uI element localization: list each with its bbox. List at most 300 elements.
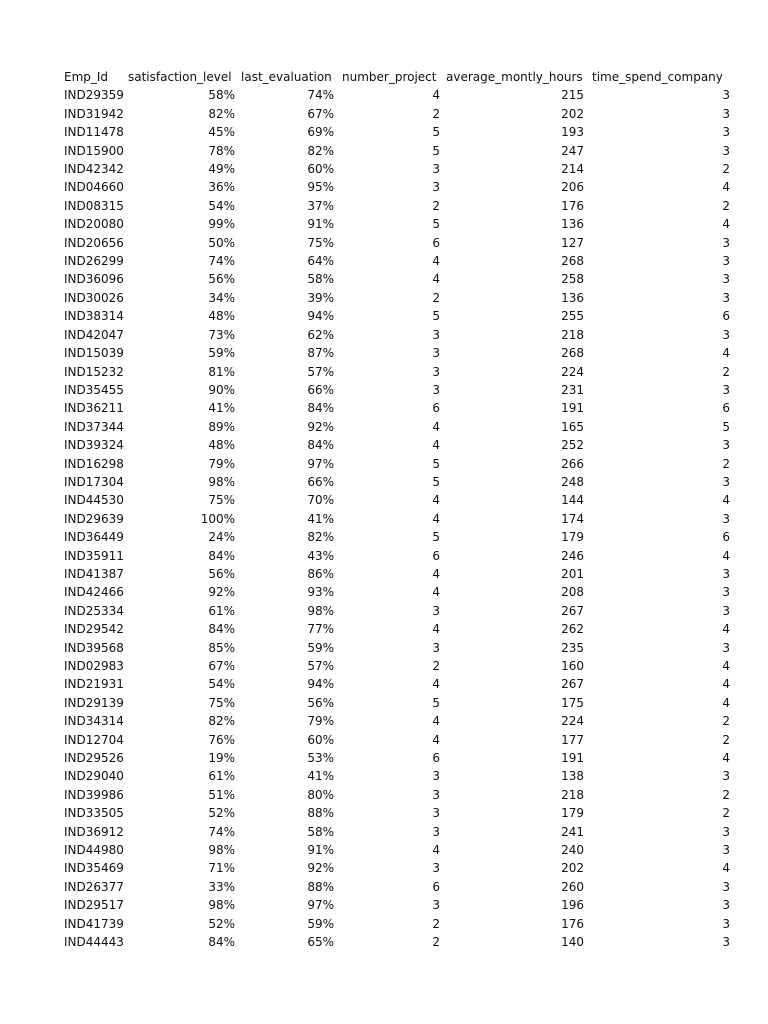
cell-emp-id: IND41387 (64, 566, 124, 581)
cell-time-spend-company: 2 (722, 198, 730, 213)
cell-last-evaluation: 66% (307, 382, 334, 397)
cell-time-spend-company: 2 (722, 162, 730, 177)
cell-satisfaction-level: 59% (208, 346, 235, 361)
header-number-project: number_project (342, 70, 437, 84)
cell-number-project: 4 (432, 254, 440, 269)
table-row (64, 252, 730, 270)
cell-average-montly-hours: 177 (561, 732, 584, 747)
table-row (64, 418, 730, 436)
cell-emp-id: IND35911 (64, 548, 124, 563)
cell-last-evaluation: 57% (307, 659, 334, 673)
table-row (64, 657, 730, 675)
table-row (64, 326, 730, 344)
cell-last-evaluation: 53% (307, 751, 334, 766)
cell-satisfaction-level: 52% (208, 806, 235, 821)
cell-average-montly-hours: 268 (561, 346, 584, 361)
header-row (64, 68, 730, 86)
cell-last-evaluation: 62% (307, 327, 334, 342)
cell-average-montly-hours: 208 (561, 585, 584, 600)
cell-emp-id: IND42466 (64, 585, 124, 600)
cell-last-evaluation: 56% (307, 695, 334, 710)
cell-average-montly-hours: 176 (561, 916, 584, 931)
cell-average-montly-hours: 218 (561, 787, 584, 802)
cell-emp-id: IND26377 (64, 879, 124, 894)
cell-last-evaluation: 97% (307, 456, 334, 471)
cell-number-project: 4 (432, 438, 440, 453)
table-body (64, 86, 730, 951)
cell-time-spend-company: 4 (722, 659, 730, 673)
table-row (64, 528, 730, 546)
table-row (64, 878, 730, 896)
table-row (64, 86, 730, 104)
cell-number-project: 3 (432, 162, 440, 177)
cell-last-evaluation: 82% (307, 143, 334, 158)
cell-number-project: 5 (432, 217, 440, 232)
cell-last-evaluation: 97% (307, 898, 334, 913)
table-row (64, 473, 730, 491)
cell-time-spend-company: 3 (722, 438, 730, 453)
table-row (64, 565, 730, 583)
cell-satisfaction-level: 76% (208, 732, 235, 747)
cell-emp-id: IND12704 (64, 732, 124, 747)
cell-average-montly-hours: 246 (561, 548, 584, 563)
cell-number-project: 3 (432, 787, 440, 802)
table-row (64, 675, 730, 693)
table-row (64, 804, 730, 822)
cell-emp-id: IND20656 (64, 235, 124, 250)
cell-last-evaluation: 67% (307, 106, 334, 121)
cell-average-montly-hours: 214 (561, 162, 584, 177)
header-satisfaction-level: satisfaction_level (128, 70, 232, 84)
cell-satisfaction-level: 56% (208, 566, 235, 581)
cell-satisfaction-level: 58% (208, 88, 235, 103)
table-row (64, 896, 730, 914)
cell-last-evaluation: 87% (307, 346, 334, 361)
cell-number-project: 2 (432, 935, 440, 950)
cell-last-evaluation: 88% (307, 806, 334, 821)
cell-satisfaction-level: 36% (208, 180, 235, 195)
cell-number-project: 4 (432, 714, 440, 729)
cell-time-spend-company: 3 (722, 824, 730, 839)
table-row (64, 142, 730, 160)
cell-emp-id: IND29639 (64, 511, 124, 526)
cell-number-project: 4 (432, 511, 440, 526)
cell-emp-id: IND21931 (64, 677, 124, 692)
cell-emp-id: IND26299 (64, 254, 124, 269)
cell-last-evaluation: 39% (307, 290, 334, 305)
cell-satisfaction-level: 50% (208, 235, 235, 250)
cell-number-project: 4 (432, 677, 440, 692)
cell-number-project: 4 (432, 566, 440, 581)
cell-time-spend-company: 6 (722, 309, 730, 324)
cell-emp-id: IND15232 (64, 364, 124, 379)
cell-satisfaction-level: 75% (208, 695, 235, 710)
cell-time-spend-company: 6 (722, 530, 730, 545)
cell-time-spend-company: 3 (722, 290, 730, 305)
cell-time-spend-company: 3 (722, 143, 730, 158)
table-row (64, 363, 730, 381)
cell-satisfaction-level: 98% (208, 843, 235, 858)
cell-number-project: 2 (432, 106, 440, 121)
cell-emp-id: IND29542 (64, 622, 124, 637)
cell-satisfaction-level: 41% (208, 401, 235, 416)
cell-time-spend-company: 3 (722, 272, 730, 287)
cell-last-evaluation: 79% (307, 714, 334, 729)
cell-emp-id: IND29359 (64, 88, 124, 103)
cell-satisfaction-level: 84% (208, 622, 235, 637)
cell-average-montly-hours: 196 (561, 898, 584, 913)
cell-average-montly-hours: 165 (561, 419, 584, 434)
cell-number-project: 6 (432, 235, 440, 250)
cell-number-project: 5 (432, 474, 440, 489)
cell-time-spend-company: 3 (722, 511, 730, 526)
cell-time-spend-company: 3 (722, 879, 730, 894)
cell-last-evaluation: 95% (307, 180, 334, 195)
cell-number-project: 4 (432, 419, 440, 434)
cell-emp-id: IND37344 (64, 419, 124, 434)
cell-time-spend-company: 3 (722, 898, 730, 913)
cell-satisfaction-level: 99% (208, 217, 235, 232)
table-row (64, 270, 730, 288)
table-row (64, 620, 730, 638)
cell-satisfaction-level: 49% (208, 162, 235, 177)
table-row (64, 823, 730, 841)
cell-time-spend-company: 2 (722, 714, 730, 729)
table-row (64, 436, 730, 454)
cell-number-project: 3 (432, 806, 440, 821)
cell-emp-id: IND02983 (64, 659, 124, 673)
cell-average-montly-hours: 267 (561, 677, 584, 692)
cell-number-project: 5 (432, 695, 440, 710)
cell-average-montly-hours: 160 (561, 659, 584, 673)
cell-average-montly-hours: 138 (561, 769, 584, 784)
cell-satisfaction-level: 71% (208, 861, 235, 876)
cell-emp-id: IND44530 (64, 493, 124, 508)
cell-average-montly-hours: 144 (561, 493, 584, 508)
cell-number-project: 3 (432, 861, 440, 876)
cell-time-spend-company: 3 (722, 916, 730, 931)
cell-emp-id: IND29139 (64, 695, 124, 710)
cell-satisfaction-level: 78% (208, 143, 235, 158)
cell-time-spend-company: 2 (722, 364, 730, 379)
cell-last-evaluation: 58% (307, 272, 334, 287)
cell-emp-id: IND16298 (64, 456, 124, 471)
cell-last-evaluation: 92% (307, 419, 334, 434)
cell-number-project: 6 (432, 751, 440, 766)
cell-emp-id: IND36912 (64, 824, 124, 839)
cell-average-montly-hours: 231 (561, 382, 584, 397)
table-row (64, 547, 730, 565)
cell-average-montly-hours: 202 (561, 106, 584, 121)
cell-last-evaluation: 60% (307, 162, 334, 177)
cell-number-project: 5 (432, 309, 440, 324)
cell-number-project: 3 (432, 346, 440, 361)
cell-last-evaluation: 94% (307, 677, 334, 692)
cell-time-spend-company: 4 (722, 548, 730, 563)
header-time-spend-company: time_spend_company (592, 70, 723, 84)
table-row (64, 602, 730, 620)
cell-time-spend-company: 4 (722, 622, 730, 637)
cell-time-spend-company: 4 (722, 217, 730, 232)
cell-number-project: 6 (432, 401, 440, 416)
cell-last-evaluation: 64% (307, 254, 334, 269)
cell-number-project: 5 (432, 143, 440, 158)
cell-number-project: 4 (432, 732, 440, 747)
cell-average-montly-hours: 136 (561, 290, 584, 305)
cell-emp-id: IND04660 (64, 180, 124, 195)
cell-last-evaluation: 41% (307, 511, 334, 526)
cell-number-project: 3 (432, 180, 440, 195)
cell-emp-id: IND36449 (64, 530, 124, 545)
cell-satisfaction-level: 82% (208, 714, 235, 729)
cell-average-montly-hours: 267 (561, 603, 584, 618)
cell-time-spend-company: 2 (722, 732, 730, 747)
cell-number-project: 4 (432, 88, 440, 103)
cell-time-spend-company: 3 (722, 382, 730, 397)
cell-average-montly-hours: 215 (561, 88, 584, 103)
table-row (64, 915, 730, 933)
table-row (64, 344, 730, 362)
employee-data-table (64, 68, 730, 952)
table-row (64, 307, 730, 325)
cell-average-montly-hours: 268 (561, 254, 584, 269)
cell-time-spend-company: 3 (722, 125, 730, 140)
table-row (64, 123, 730, 141)
table-row (64, 399, 730, 417)
cell-number-project: 4 (432, 272, 440, 287)
table-header (64, 68, 730, 86)
cell-average-montly-hours: 175 (561, 695, 584, 710)
cell-satisfaction-level: 85% (208, 640, 235, 655)
cell-average-montly-hours: 224 (561, 364, 584, 379)
table-row (64, 289, 730, 307)
cell-time-spend-company: 3 (722, 566, 730, 581)
cell-number-project: 2 (432, 290, 440, 305)
cell-time-spend-company: 2 (722, 806, 730, 821)
cell-emp-id: IND39324 (64, 438, 124, 453)
table-row (64, 933, 730, 951)
cell-time-spend-company: 6 (722, 401, 730, 416)
cell-average-montly-hours: 174 (561, 511, 584, 526)
cell-number-project: 4 (432, 493, 440, 508)
cell-average-montly-hours: 206 (561, 180, 584, 195)
cell-last-evaluation: 41% (307, 769, 334, 784)
cell-emp-id: IND11478 (64, 125, 124, 140)
cell-last-evaluation: 82% (307, 530, 334, 545)
cell-average-montly-hours: 191 (561, 751, 584, 766)
cell-satisfaction-level: 79% (208, 456, 235, 471)
cell-time-spend-company: 3 (722, 235, 730, 250)
cell-number-project: 3 (432, 327, 440, 342)
cell-time-spend-company: 4 (722, 695, 730, 710)
cell-number-project: 5 (432, 456, 440, 471)
cell-average-montly-hours: 240 (561, 843, 584, 858)
cell-emp-id: IND08315 (64, 198, 124, 213)
cell-time-spend-company: 3 (722, 327, 730, 342)
cell-satisfaction-level: 84% (208, 935, 235, 950)
cell-satisfaction-level: 19% (208, 751, 235, 766)
cell-satisfaction-level: 45% (208, 125, 235, 140)
cell-number-project: 4 (432, 843, 440, 858)
table-row (64, 712, 730, 730)
cell-satisfaction-level: 34% (208, 290, 235, 305)
cell-emp-id: IND33505 (64, 806, 124, 821)
cell-number-project: 3 (432, 898, 440, 913)
cell-last-evaluation: 84% (307, 438, 334, 453)
cell-time-spend-company: 3 (722, 254, 730, 269)
cell-emp-id: IND31942 (64, 106, 124, 121)
cell-satisfaction-level: 98% (208, 474, 235, 489)
cell-average-montly-hours: 136 (561, 217, 584, 232)
cell-number-project: 2 (432, 916, 440, 931)
cell-emp-id: IND41739 (64, 916, 124, 931)
cell-last-evaluation: 59% (307, 640, 334, 655)
cell-emp-id: IND44980 (64, 843, 124, 858)
cell-average-montly-hours: 193 (561, 125, 584, 140)
cell-satisfaction-level: 81% (208, 364, 235, 379)
cell-time-spend-company: 4 (722, 493, 730, 508)
cell-average-montly-hours: 248 (561, 474, 584, 489)
cell-average-montly-hours: 266 (561, 456, 584, 471)
cell-number-project: 2 (432, 659, 440, 673)
cell-satisfaction-level: 48% (208, 309, 235, 324)
cell-satisfaction-level: 89% (208, 419, 235, 434)
cell-emp-id: IND38314 (64, 309, 124, 324)
table-row (64, 859, 730, 877)
cell-number-project: 3 (432, 824, 440, 839)
cell-time-spend-company: 3 (722, 935, 730, 950)
table-row (64, 178, 730, 196)
cell-number-project: 6 (432, 548, 440, 563)
cell-emp-id: IND30026 (64, 290, 124, 305)
cell-emp-id: IND15039 (64, 346, 124, 361)
cell-emp-id: IND35455 (64, 382, 124, 397)
cell-satisfaction-level: 82% (208, 106, 235, 121)
cell-last-evaluation: 98% (307, 603, 334, 618)
cell-satisfaction-level: 48% (208, 438, 235, 453)
cell-time-spend-company: 4 (722, 677, 730, 692)
cell-time-spend-company: 4 (722, 180, 730, 195)
cell-last-evaluation: 88% (307, 879, 334, 894)
cell-average-montly-hours: 241 (561, 824, 584, 839)
header-emp-id: Emp_Id (64, 70, 109, 84)
cell-number-project: 5 (432, 530, 440, 545)
cell-emp-id: IND34314 (64, 714, 124, 729)
cell-satisfaction-level: 92% (208, 585, 235, 600)
cell-last-evaluation: 65% (307, 935, 334, 950)
cell-time-spend-company: 4 (722, 861, 730, 876)
cell-average-montly-hours: 179 (561, 806, 584, 821)
cell-emp-id: IND36096 (64, 272, 124, 287)
cell-emp-id: IND29526 (64, 751, 124, 766)
cell-satisfaction-level: 54% (208, 198, 235, 213)
cell-emp-id: IND36211 (64, 401, 124, 416)
table-row (64, 583, 730, 601)
cell-last-evaluation: 91% (307, 217, 334, 232)
cell-emp-id: IND44443 (64, 935, 124, 950)
cell-emp-id: IND35469 (64, 861, 124, 876)
cell-emp-id: IND29517 (64, 898, 124, 913)
cell-last-evaluation: 43% (307, 548, 334, 563)
table-row (64, 197, 730, 215)
cell-average-montly-hours: 247 (561, 143, 584, 158)
cell-average-montly-hours: 191 (561, 401, 584, 416)
cell-average-montly-hours: 252 (561, 438, 584, 453)
cell-last-evaluation: 59% (307, 916, 334, 931)
table-row (64, 215, 730, 233)
cell-last-evaluation: 77% (307, 622, 334, 637)
cell-last-evaluation: 94% (307, 309, 334, 324)
cell-last-evaluation: 69% (307, 125, 334, 140)
cell-satisfaction-level: 100% (200, 511, 235, 526)
cell-satisfaction-level: 24% (208, 530, 235, 545)
cell-satisfaction-level: 67% (208, 659, 235, 673)
cell-last-evaluation: 58% (307, 824, 334, 839)
cell-number-project: 3 (432, 769, 440, 784)
cell-time-spend-company: 3 (722, 474, 730, 489)
table-row (64, 160, 730, 178)
table-row (64, 639, 730, 657)
cell-emp-id: IND29040 (64, 769, 124, 784)
cell-last-evaluation: 70% (307, 493, 334, 508)
cell-last-evaluation: 93% (307, 585, 334, 600)
cell-average-montly-hours: 179 (561, 530, 584, 545)
table-row (64, 767, 730, 785)
cell-emp-id: IND20080 (64, 217, 124, 232)
cell-satisfaction-level: 61% (208, 769, 235, 784)
cell-satisfaction-level: 54% (208, 677, 235, 692)
cell-last-evaluation: 60% (307, 732, 334, 747)
cell-satisfaction-level: 75% (208, 493, 235, 508)
table-row (64, 694, 730, 712)
cell-time-spend-company: 3 (722, 843, 730, 858)
cell-last-evaluation: 74% (307, 88, 334, 103)
cell-emp-id: IND39986 (64, 787, 124, 802)
cell-last-evaluation: 75% (307, 235, 334, 250)
cell-average-montly-hours: 127 (561, 235, 584, 250)
header-last-evaluation: last_evaluation (241, 70, 332, 84)
cell-emp-id: IND25334 (64, 603, 124, 618)
cell-last-evaluation: 66% (307, 474, 334, 489)
cell-satisfaction-level: 56% (208, 272, 235, 287)
cell-last-evaluation: 84% (307, 401, 334, 416)
cell-satisfaction-level: 98% (208, 898, 235, 913)
table-row (64, 234, 730, 252)
cell-time-spend-company: 2 (722, 787, 730, 802)
cell-satisfaction-level: 51% (208, 787, 235, 802)
cell-number-project: 4 (432, 622, 440, 637)
cell-last-evaluation: 86% (307, 566, 334, 581)
cell-satisfaction-level: 90% (208, 382, 235, 397)
cell-emp-id: IND42047 (64, 327, 124, 342)
table-row (64, 491, 730, 509)
cell-time-spend-company: 3 (722, 640, 730, 655)
cell-satisfaction-level: 61% (208, 603, 235, 618)
table-row (64, 786, 730, 804)
cell-average-montly-hours: 260 (561, 879, 584, 894)
cell-last-evaluation: 92% (307, 861, 334, 876)
cell-satisfaction-level: 73% (208, 327, 235, 342)
cell-average-montly-hours: 258 (561, 272, 584, 287)
cell-emp-id: IND17304 (64, 474, 124, 489)
cell-average-montly-hours: 224 (561, 714, 584, 729)
cell-satisfaction-level: 84% (208, 548, 235, 563)
cell-time-spend-company: 3 (722, 769, 730, 784)
cell-average-montly-hours: 255 (561, 309, 584, 324)
table-row (64, 381, 730, 399)
header-average-montly-hours: average_montly_hours (446, 70, 583, 84)
cell-number-project: 6 (432, 879, 440, 894)
